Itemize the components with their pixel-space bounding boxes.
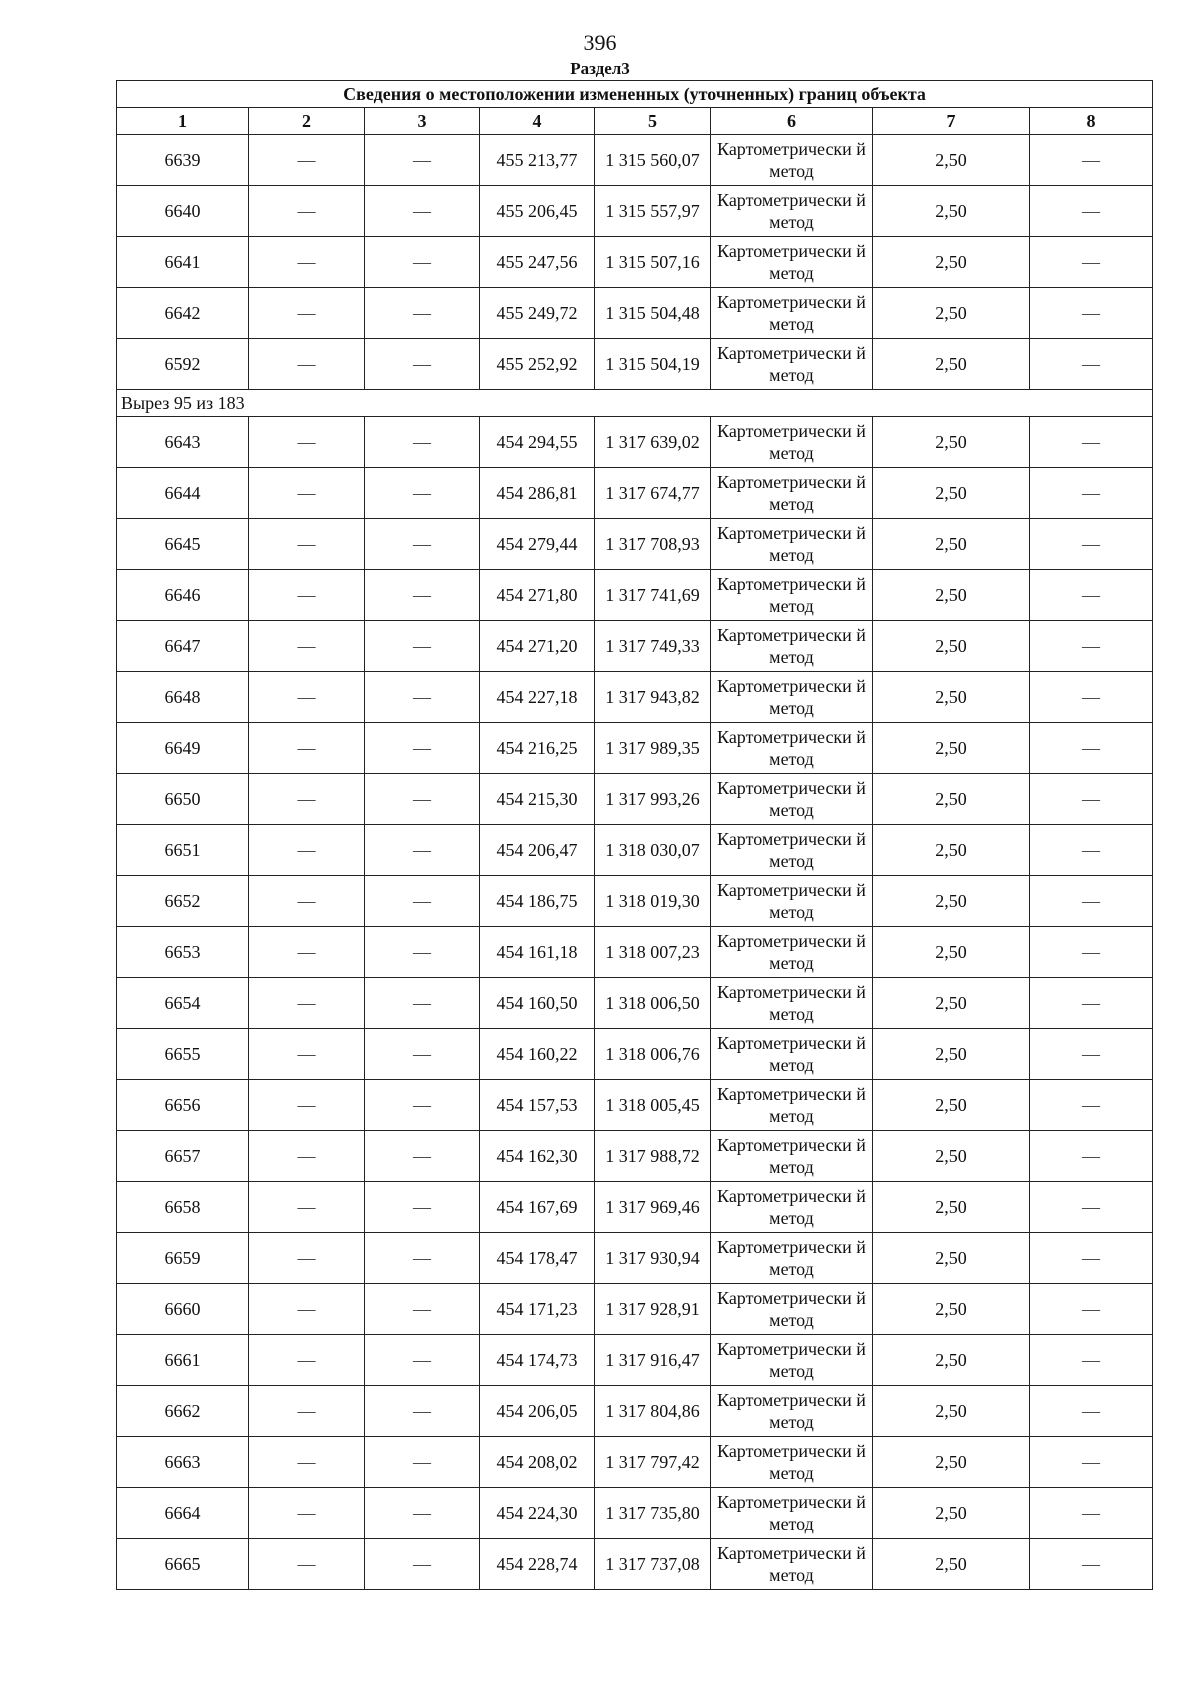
table-row: [117, 621, 1153, 672]
table-cell-col-4: 455 206,45: [480, 186, 595, 237]
table-row: [117, 468, 1153, 519]
table-cell-col-1: 6643: [117, 417, 249, 468]
table-cell-col-7: 2,50: [873, 876, 1030, 927]
table-cell-col-7: 2,50: [873, 1284, 1030, 1335]
table-cell-col-7: 2,50: [873, 1029, 1030, 1080]
table-cell-col-8: —: [1030, 1335, 1153, 1386]
table-cell-col-7: 2,50: [873, 1131, 1030, 1182]
table-cell-col-3: —: [365, 1284, 480, 1335]
table-cell-col-3: —: [365, 519, 480, 570]
table-body: [117, 135, 1153, 1590]
table-cell-col-7: 2,50: [873, 1488, 1030, 1539]
table-cell-col-7: 2,50: [873, 621, 1030, 672]
table-cell-col-3: —: [365, 723, 480, 774]
table-cell-col-6: Картометрически й метод: [711, 1437, 873, 1488]
table-cell-col-3: —: [365, 978, 480, 1029]
table-cell-col-7: 2,50: [873, 1386, 1030, 1437]
table-cell-col-1: 6650: [117, 774, 249, 825]
table-cell-col-6: Картометрически й метод: [711, 825, 873, 876]
table-cell-col-1: 6640: [117, 186, 249, 237]
boundary-table-container: [116, 80, 1152, 1590]
table-cell-col-8: —: [1030, 186, 1153, 237]
table-cell-col-7: 2,50: [873, 339, 1030, 390]
table-cell-col-8: —: [1030, 1233, 1153, 1284]
table-cell-col-6: Картометрически й метод: [711, 570, 873, 621]
table-cell-col-5: 1 317 639,02: [595, 417, 711, 468]
table-cell-col-8: —: [1030, 417, 1153, 468]
table-cell-col-1: 6646: [117, 570, 249, 621]
table-cell-col-6: Картометрически й метод: [711, 237, 873, 288]
table-cell-col-6: Картометрически й метод: [711, 1335, 873, 1386]
table-cell-col-3: —: [365, 1539, 480, 1590]
table-cell-col-8: —: [1030, 927, 1153, 978]
table-cell-col-8: —: [1030, 876, 1153, 927]
table-cell-col-3: —: [365, 339, 480, 390]
table-cell-col-2: —: [249, 1335, 365, 1386]
table-cell-col-8: —: [1030, 825, 1153, 876]
table-cell-col-4: 454 271,20: [480, 621, 595, 672]
table-cell-col-3: —: [365, 1029, 480, 1080]
table-cell-col-7: 2,50: [873, 468, 1030, 519]
table-cell-col-1: 6647: [117, 621, 249, 672]
table-cell-col-2: —: [249, 237, 365, 288]
table-cell-col-1: 6655: [117, 1029, 249, 1080]
table-row: [117, 1029, 1153, 1080]
table-cell-col-1: 6657: [117, 1131, 249, 1182]
table-cell-col-1: 6660: [117, 1284, 249, 1335]
table-cell-col-4: 454 157,53: [480, 1080, 595, 1131]
table-cell-col-2: —: [249, 876, 365, 927]
table-row: [117, 1182, 1153, 1233]
table-row: [117, 1284, 1153, 1335]
table-cell-col-5: 1 317 988,72: [595, 1131, 711, 1182]
table-cell-col-8: —: [1030, 288, 1153, 339]
column-number-row: [117, 108, 1153, 135]
table-cell-col-7: 2,50: [873, 1539, 1030, 1590]
table-row: [117, 1080, 1153, 1131]
table-cell-col-3: —: [365, 621, 480, 672]
table-row: [117, 1233, 1153, 1284]
table-cell-col-3: —: [365, 825, 480, 876]
table-cell-col-3: —: [365, 876, 480, 927]
table-cell-col-6: Картометрически й метод: [711, 672, 873, 723]
table-cell-col-4: 454 186,75: [480, 876, 595, 927]
table-cell-col-7: 2,50: [873, 237, 1030, 288]
table-cell-col-6: Картометрически й метод: [711, 774, 873, 825]
table-cell-col-8: —: [1030, 1284, 1153, 1335]
table-cell-col-3: —: [365, 1131, 480, 1182]
table-cell-col-4: 454 216,25: [480, 723, 595, 774]
table-cell-col-2: —: [249, 468, 365, 519]
table-row: [117, 876, 1153, 927]
table-cell-col-4: 454 160,50: [480, 978, 595, 1029]
table-cell-col-8: —: [1030, 135, 1153, 186]
table-cell-col-3: —: [365, 927, 480, 978]
table-cell-col-4: 455 249,72: [480, 288, 595, 339]
column-number-4: 4: [480, 108, 595, 135]
table-cell-col-2: —: [249, 1029, 365, 1080]
table-row: [117, 1386, 1153, 1437]
table-row: [117, 1131, 1153, 1182]
table-cell-col-1: 6663: [117, 1437, 249, 1488]
table-cell-col-2: —: [249, 1182, 365, 1233]
table-cell-col-6: Картометрически й метод: [711, 519, 873, 570]
table-cell-col-2: —: [249, 621, 365, 672]
table-row: [117, 825, 1153, 876]
table-cell-col-6: Картометрически й метод: [711, 339, 873, 390]
table-cell-col-1: 6639: [117, 135, 249, 186]
table-cell-col-2: —: [249, 723, 365, 774]
table-cell-col-5: 1 317 708,93: [595, 519, 711, 570]
table-cell-col-6: Картометрически й метод: [711, 1131, 873, 1182]
table-cell-col-5: 1 317 993,26: [595, 774, 711, 825]
table-cell-col-5: 1 318 030,07: [595, 825, 711, 876]
table-row: [117, 288, 1153, 339]
table-cell-col-6: Картометрически й метод: [711, 978, 873, 1029]
table-cell-col-1: 6644: [117, 468, 249, 519]
table-cell-col-8: —: [1030, 570, 1153, 621]
table-cell-col-2: —: [249, 774, 365, 825]
table-row: [117, 927, 1153, 978]
table-cell-col-2: —: [249, 339, 365, 390]
table-row: [117, 519, 1153, 570]
table-cell-col-1: 6653: [117, 927, 249, 978]
table-cell-col-5: 1 317 943,82: [595, 672, 711, 723]
table-cell-col-2: —: [249, 1539, 365, 1590]
table-cell-col-2: —: [249, 1233, 365, 1284]
table-cell-col-5: 1 317 804,86: [595, 1386, 711, 1437]
table-cell-col-5: 1 317 928,91: [595, 1284, 711, 1335]
table-cell-col-8: —: [1030, 237, 1153, 288]
table-cell-col-4: 455 247,56: [480, 237, 595, 288]
table-cell-col-5: 1 317 749,33: [595, 621, 711, 672]
table-cell-col-4: 454 271,80: [480, 570, 595, 621]
table-cell-col-8: —: [1030, 1386, 1153, 1437]
table-cell-col-8: —: [1030, 1182, 1153, 1233]
table-cell-col-3: —: [365, 1488, 480, 1539]
table-cell-col-5: 1 317 737,08: [595, 1539, 711, 1590]
table-cell-col-4: 454 206,05: [480, 1386, 595, 1437]
table-cell-col-7: 2,50: [873, 978, 1030, 1029]
table-cell-col-4: 454 228,74: [480, 1539, 595, 1590]
table-cell-col-3: —: [365, 1386, 480, 1437]
boundary-coordinates-table: [116, 80, 1153, 1590]
table-cell-col-1: 6661: [117, 1335, 249, 1386]
table-cell-col-7: 2,50: [873, 288, 1030, 339]
table-cell-col-5: 1 317 797,42: [595, 1437, 711, 1488]
table-cell-col-1: 6664: [117, 1488, 249, 1539]
table-cell-col-8: —: [1030, 1131, 1153, 1182]
table-cell-col-1: 6642: [117, 288, 249, 339]
table-cell-col-8: —: [1030, 1539, 1153, 1590]
section-title: Раздел3: [570, 59, 630, 78]
table-cell-col-6: Картометрически й метод: [711, 876, 873, 927]
table-cell-col-4: 454 161,18: [480, 927, 595, 978]
table-cell-col-6: Картометрически й метод: [711, 1182, 873, 1233]
table-cell-col-2: —: [249, 1131, 365, 1182]
table-cell-col-1: 6649: [117, 723, 249, 774]
table-cell-col-4: 454 206,47: [480, 825, 595, 876]
table-cell-col-2: —: [249, 417, 365, 468]
table-cell-col-5: 1 315 504,19: [595, 339, 711, 390]
table-cell-col-5: 1 315 557,97: [595, 186, 711, 237]
table-cell-col-5: 1 315 504,48: [595, 288, 711, 339]
table-cell-col-1: 6652: [117, 876, 249, 927]
table-cell-col-6: Картометрически й метод: [711, 723, 873, 774]
table-cell-col-6: Картометрически й метод: [711, 186, 873, 237]
table-row: [117, 774, 1153, 825]
table-cell-col-4: 454 279,44: [480, 519, 595, 570]
table-cell-col-7: 2,50: [873, 1437, 1030, 1488]
table-cell-col-5: 1 318 005,45: [595, 1080, 711, 1131]
table-cell-col-8: —: [1030, 774, 1153, 825]
table-row: [117, 135, 1153, 186]
table-row: [117, 339, 1153, 390]
table-cell-col-6: Картометрически й метод: [711, 288, 873, 339]
table-cell-col-1: 6665: [117, 1539, 249, 1590]
table-cell-col-5: 1 317 741,69: [595, 570, 711, 621]
table-cell-col-2: —: [249, 135, 365, 186]
table-cell-col-3: —: [365, 1335, 480, 1386]
table-cell-col-1: 6648: [117, 672, 249, 723]
table-cell-col-7: 2,50: [873, 1080, 1030, 1131]
table-cell-col-6: Картометрически й метод: [711, 1539, 873, 1590]
table-cell-col-4: 454 215,30: [480, 774, 595, 825]
table-row: [117, 1488, 1153, 1539]
table-row: [117, 417, 1153, 468]
table-cell-col-3: —: [365, 1080, 480, 1131]
table-cell-col-2: —: [249, 1488, 365, 1539]
table-cell-col-7: 2,50: [873, 1233, 1030, 1284]
table-cell-col-2: —: [249, 1386, 365, 1437]
table-cell-col-5: 1 318 006,50: [595, 978, 711, 1029]
table-cell-col-8: —: [1030, 1437, 1153, 1488]
table-cell-col-5: 1 317 735,80: [595, 1488, 711, 1539]
table-cell-col-6: Картометрически й метод: [711, 1233, 873, 1284]
table-cell-col-6: Картометрически й метод: [711, 1284, 873, 1335]
table-cell-col-2: —: [249, 1080, 365, 1131]
table-cell-col-8: —: [1030, 468, 1153, 519]
table-cell-col-5: 1 315 507,16: [595, 237, 711, 288]
table-cell-col-1: 6592: [117, 339, 249, 390]
table-cell-col-1: 6656: [117, 1080, 249, 1131]
page-number: 396: [583, 30, 617, 55]
column-number-3: 3: [365, 108, 480, 135]
table-cell-col-6: Картометрически й метод: [711, 135, 873, 186]
table-cell-col-8: —: [1030, 1080, 1153, 1131]
table-cell-col-3: —: [365, 135, 480, 186]
table-cell-col-3: —: [365, 186, 480, 237]
table-cell-col-3: —: [365, 468, 480, 519]
table-cell-col-3: —: [365, 774, 480, 825]
table-cell-col-2: —: [249, 186, 365, 237]
table-cell-col-3: —: [365, 570, 480, 621]
table-cell-col-5: 1 318 006,76: [595, 1029, 711, 1080]
table-cell-col-3: —: [365, 1182, 480, 1233]
table-cell-col-4: 454 227,18: [480, 672, 595, 723]
table-cell-col-8: —: [1030, 723, 1153, 774]
table-cell-col-1: 6641: [117, 237, 249, 288]
column-number-6: 6: [711, 108, 873, 135]
table-cell-col-4: 454 174,73: [480, 1335, 595, 1386]
table-caption: Сведения о местоположении измененных (уточненных) границ объекта: [117, 81, 1153, 108]
table-cell-col-2: —: [249, 288, 365, 339]
table-cell-col-7: 2,50: [873, 570, 1030, 621]
table-cell-col-1: 6662: [117, 1386, 249, 1437]
table-cell-col-5: 1 315 560,07: [595, 135, 711, 186]
table-cell-col-3: —: [365, 237, 480, 288]
table-cell-col-5: 1 317 916,47: [595, 1335, 711, 1386]
table-cell-col-6: Картометрически й метод: [711, 1488, 873, 1539]
table-cell-col-8: —: [1030, 1488, 1153, 1539]
table-cell-col-4: 455 213,77: [480, 135, 595, 186]
table-row: [117, 186, 1153, 237]
table-cell-col-7: 2,50: [873, 1335, 1030, 1386]
column-number-7: 7: [873, 108, 1030, 135]
table-row: [117, 723, 1153, 774]
table-cell-col-7: 2,50: [873, 519, 1030, 570]
table-cell-col-6: Картометрически й метод: [711, 417, 873, 468]
table-row: [117, 1539, 1153, 1590]
table-cell-col-5: 1 318 019,30: [595, 876, 711, 927]
table-cell-col-2: —: [249, 1437, 365, 1488]
table-cell-col-2: —: [249, 570, 365, 621]
table-cell-col-4: 454 178,47: [480, 1233, 595, 1284]
table-cell-col-4: 454 286,81: [480, 468, 595, 519]
table-cell-col-1: 6645: [117, 519, 249, 570]
table-cell-col-6: Картометрически й метод: [711, 468, 873, 519]
table-row: [117, 570, 1153, 621]
table-cell-col-1: 6658: [117, 1182, 249, 1233]
table-cell-col-3: —: [365, 417, 480, 468]
table-cell-col-7: 2,50: [873, 135, 1030, 186]
table-cell-col-6: Картометрически й метод: [711, 621, 873, 672]
column-number-1: 1: [117, 108, 249, 135]
table-cell-col-8: —: [1030, 978, 1153, 1029]
table-cell-col-3: —: [365, 672, 480, 723]
table-cell-col-4: 455 252,92: [480, 339, 595, 390]
table-row: [117, 672, 1153, 723]
table-cell-col-7: 2,50: [873, 825, 1030, 876]
table-cell-col-5: 1 317 989,35: [595, 723, 711, 774]
table-cell-col-2: —: [249, 672, 365, 723]
table-cell-col-2: —: [249, 1284, 365, 1335]
table-cell-col-1: 6659: [117, 1233, 249, 1284]
table-cell-col-5: 1 317 674,77: [595, 468, 711, 519]
table-cell-col-1: 6654: [117, 978, 249, 1029]
table-cell-col-4: 454 160,22: [480, 1029, 595, 1080]
table-cell-col-4: 454 224,30: [480, 1488, 595, 1539]
table-cell-col-7: 2,50: [873, 672, 1030, 723]
table-cell-col-7: 2,50: [873, 927, 1030, 978]
table-caption-row: [117, 81, 1153, 108]
group-label-row: [117, 390, 1153, 417]
table-cell-col-6: Картометрически й метод: [711, 1080, 873, 1131]
table-cell-col-7: 2,50: [873, 723, 1030, 774]
table-cell-col-8: —: [1030, 672, 1153, 723]
table-cell-col-5: 1 318 007,23: [595, 927, 711, 978]
group-label: Вырез 95 из 183: [117, 390, 1153, 417]
table-cell-col-8: —: [1030, 519, 1153, 570]
table-row: [117, 237, 1153, 288]
column-number-2: 2: [249, 108, 365, 135]
table-cell-col-5: 1 317 969,46: [595, 1182, 711, 1233]
table-cell-col-7: 2,50: [873, 417, 1030, 468]
table-cell-col-2: —: [249, 825, 365, 876]
table-cell-col-3: —: [365, 1437, 480, 1488]
table-cell-col-4: 454 167,69: [480, 1182, 595, 1233]
table-row: [117, 1437, 1153, 1488]
table-cell-col-7: 2,50: [873, 186, 1030, 237]
table-cell-col-4: 454 162,30: [480, 1131, 595, 1182]
table-cell-col-2: —: [249, 978, 365, 1029]
table-cell-col-3: —: [365, 1233, 480, 1284]
table-row: [117, 1335, 1153, 1386]
table-cell-col-8: —: [1030, 339, 1153, 390]
table-cell-col-8: —: [1030, 621, 1153, 672]
table-cell-col-4: 454 171,23: [480, 1284, 595, 1335]
table-row: [117, 978, 1153, 1029]
table-cell-col-3: —: [365, 288, 480, 339]
table-cell-col-4: 454 294,55: [480, 417, 595, 468]
table-cell-col-5: 1 317 930,94: [595, 1233, 711, 1284]
table-cell-col-6: Картометрически й метод: [711, 1029, 873, 1080]
table-cell-col-2: —: [249, 519, 365, 570]
table-cell-col-2: —: [249, 927, 365, 978]
column-number-5: 5: [595, 108, 711, 135]
table-cell-col-6: Картометрически й метод: [711, 1386, 873, 1437]
table-cell-col-6: Картометрически й метод: [711, 927, 873, 978]
table-cell-col-1: 6651: [117, 825, 249, 876]
column-number-8: 8: [1030, 108, 1153, 135]
table-cell-col-7: 2,50: [873, 774, 1030, 825]
table-cell-col-8: —: [1030, 1029, 1153, 1080]
table-cell-col-7: 2,50: [873, 1182, 1030, 1233]
table-cell-col-4: 454 208,02: [480, 1437, 595, 1488]
